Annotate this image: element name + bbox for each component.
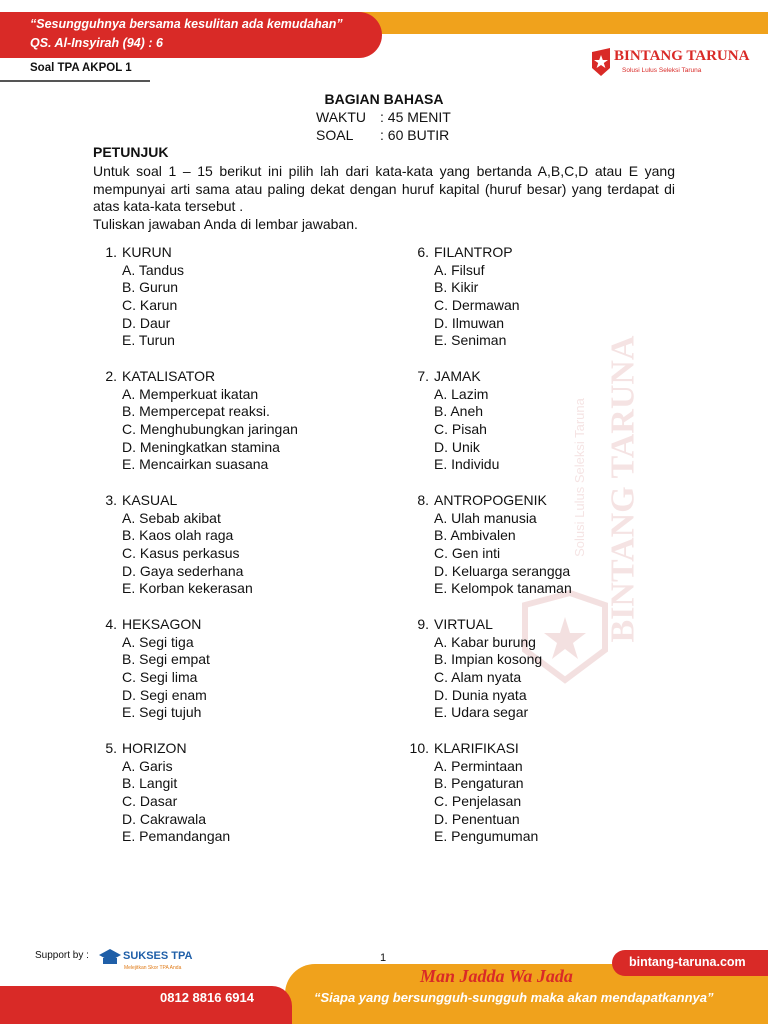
- answer-option: B. Langit: [122, 775, 178, 792]
- instruction-text-2: Tuliskan jawaban Anda di lembar jawaban.: [93, 216, 358, 232]
- answer-option: A. Tandus: [122, 261, 185, 278]
- answer-option: D. Unik: [434, 438, 480, 455]
- option-list: [122, 758, 230, 846]
- option-list: [122, 634, 210, 722]
- question-word: HEKSAGON: [122, 616, 202, 632]
- answer-option: C. Alam nyata: [434, 669, 522, 686]
- answer-option: D. Keluarga serangga: [434, 562, 571, 579]
- meta-soal-value: : 60 BUTIR: [380, 127, 450, 143]
- question-word: HORIZON: [122, 740, 187, 756]
- answer-option: A. Memperkuat ikatan: [122, 385, 259, 402]
- logo-name: BINTANG TARUNA: [614, 48, 750, 64]
- answer-option: C. Karun: [122, 297, 178, 314]
- option-list: [122, 510, 253, 598]
- option-list: [434, 758, 538, 846]
- answer-option: B. Gurun: [122, 279, 179, 296]
- meta-waktu-key: WAKTU: [316, 109, 367, 125]
- watermark-tagline: Solusi Lulus Seleksi Taruna: [571, 398, 587, 557]
- answer-option: E. Kelompok tanaman: [434, 580, 572, 597]
- option-list: [122, 262, 184, 350]
- question-word: VIRTUAL: [434, 616, 493, 632]
- question-number: 5.: [105, 740, 117, 756]
- answer-option: A. Segi tiga: [122, 633, 194, 650]
- section-title: BAGIAN BAHASA: [324, 91, 444, 107]
- answer-option: E. Pengumuman: [434, 828, 539, 845]
- answer-option: A. Kabar burung: [434, 633, 536, 650]
- question-word: FILANTROP: [434, 244, 513, 260]
- question-number: 7.: [417, 368, 429, 384]
- answer-option: B. Mempercepat reaksi.: [122, 403, 270, 420]
- answer-option: E. Seniman: [434, 332, 507, 349]
- question-word: KASUAL: [122, 492, 178, 508]
- question-number: 10.: [409, 740, 429, 756]
- header-quote: “Sesungguhnya bersama kesulitan ada kemudahan”: [30, 17, 343, 31]
- question-word: KATALISATOR: [122, 368, 216, 384]
- answer-option: B. Aneh: [434, 403, 484, 420]
- answer-option: C. Pisah: [434, 421, 487, 438]
- option-list: [434, 386, 499, 474]
- answer-option: A. Filsuf: [434, 261, 485, 278]
- answer-option: B. Ambivalen: [434, 527, 516, 544]
- answer-option: D. Segi enam: [122, 686, 207, 703]
- answer-option: A. Garis: [122, 757, 173, 774]
- question-number: 4.: [105, 616, 117, 632]
- page-number: 1: [380, 952, 387, 964]
- question-number: 1.: [105, 244, 117, 260]
- question-number: 9.: [417, 616, 429, 632]
- answer-option: E. Turun: [122, 332, 175, 349]
- answer-option: A. Sebab akibat: [122, 509, 221, 526]
- question-word: ANTROPOGENIK: [434, 492, 547, 508]
- petunjuk-heading: PETUNJUK: [93, 144, 169, 160]
- meta-waktu-value: : 45 MENIT: [380, 109, 451, 125]
- answer-option: B. Kaos olah raga: [122, 527, 234, 544]
- question-word: KURUN: [122, 244, 172, 260]
- website-link[interactable]: bintang-taruna.com: [629, 955, 746, 969]
- option-list: [434, 262, 520, 350]
- watermark-text: BINTANG TARUNA: [604, 335, 642, 643]
- answer-option: C. Dermawan: [434, 297, 520, 314]
- answer-option: B. Pengaturan: [434, 775, 524, 792]
- answer-option: A. Lazim: [434, 385, 489, 402]
- answer-option: E. Korban kekerasan: [122, 580, 253, 597]
- answer-option: C. Menghubungkan jaringan: [122, 421, 298, 438]
- sukses-tagline: Melejitkan Skor TPA Anda: [124, 965, 182, 971]
- meta-waktu: [316, 109, 451, 125]
- answer-option: E. Individu: [434, 456, 500, 473]
- answer-option: C. Gen inti: [434, 545, 501, 562]
- phone-number: 0812 8816 6914: [160, 990, 254, 1005]
- answer-option: D. Meningkatkan stamina: [122, 438, 280, 455]
- answer-option: C. Segi lima: [122, 669, 198, 686]
- answer-option: A. Ulah manusia: [434, 509, 537, 526]
- answer-option: D. Cakrawala: [122, 810, 207, 827]
- header-divider: [0, 80, 150, 82]
- answer-option: B. Impian kosong: [434, 651, 543, 668]
- support-label: Support by :: [35, 950, 89, 961]
- answer-option: B. Kikir: [434, 279, 479, 296]
- question-number: 6.: [417, 244, 429, 260]
- question-number: 8.: [417, 492, 429, 508]
- answer-option: D. Dunia nyata: [434, 686, 527, 703]
- answer-option: C. Kasus perkasus: [122, 545, 240, 562]
- answer-option: B. Segi empat: [122, 651, 210, 668]
- meta-soal-key: SOAL: [316, 127, 354, 143]
- question-number: 3.: [105, 492, 117, 508]
- question-number: 2.: [105, 368, 117, 384]
- answer-option: E. Segi tujuh: [122, 704, 202, 721]
- answer-option: E. Pemandangan: [122, 828, 231, 845]
- answer-option: A. Permintaan: [434, 757, 523, 774]
- answer-option: E. Udara segar: [434, 704, 529, 721]
- sukses-name: SUKSES TPA: [123, 950, 193, 962]
- footer-slogan: “Siapa yang bersungguh-sungguh maka akan mendapatkannya”: [314, 990, 714, 1005]
- answer-option: D. Ilmuwan: [434, 314, 505, 331]
- instruction-text: Untuk soal 1 – 15 berikut ini pilih lah dari kata-kata yang bertanda A,B,C,D atau E yang mempunyai arti sama atau paling dekat dengan huruf kapital (huruf besar) yang terdapat di atas kata-kata tersebut .: [93, 163, 675, 215]
- option-list: [434, 634, 542, 722]
- sukses-tpa-logo: [97, 945, 207, 975]
- answer-option: C. Dasar: [122, 793, 178, 810]
- answer-option: D. Daur: [122, 314, 171, 331]
- document-label: Soal TPA AKPOL 1: [30, 62, 132, 74]
- answer-option: D. Gaya sederhana: [122, 562, 244, 579]
- option-list: [434, 510, 572, 598]
- answer-option: C. Penjelasan: [434, 793, 522, 810]
- motto-text: Man Jadda Wa Jada: [420, 966, 573, 986]
- option-list: [122, 386, 298, 474]
- meta-soal: [316, 127, 449, 143]
- question-word: JAMAK: [434, 368, 481, 384]
- answer-option: E. Mencairkan suasana: [122, 456, 269, 473]
- header-verse: QS. Al-Insyirah (94) : 6: [30, 36, 163, 50]
- question-word: KLARIFIKASI: [434, 740, 519, 756]
- logo-tagline: Solusi Lulus Seleksi Taruna: [622, 67, 702, 74]
- answer-option: D. Penentuan: [434, 810, 520, 827]
